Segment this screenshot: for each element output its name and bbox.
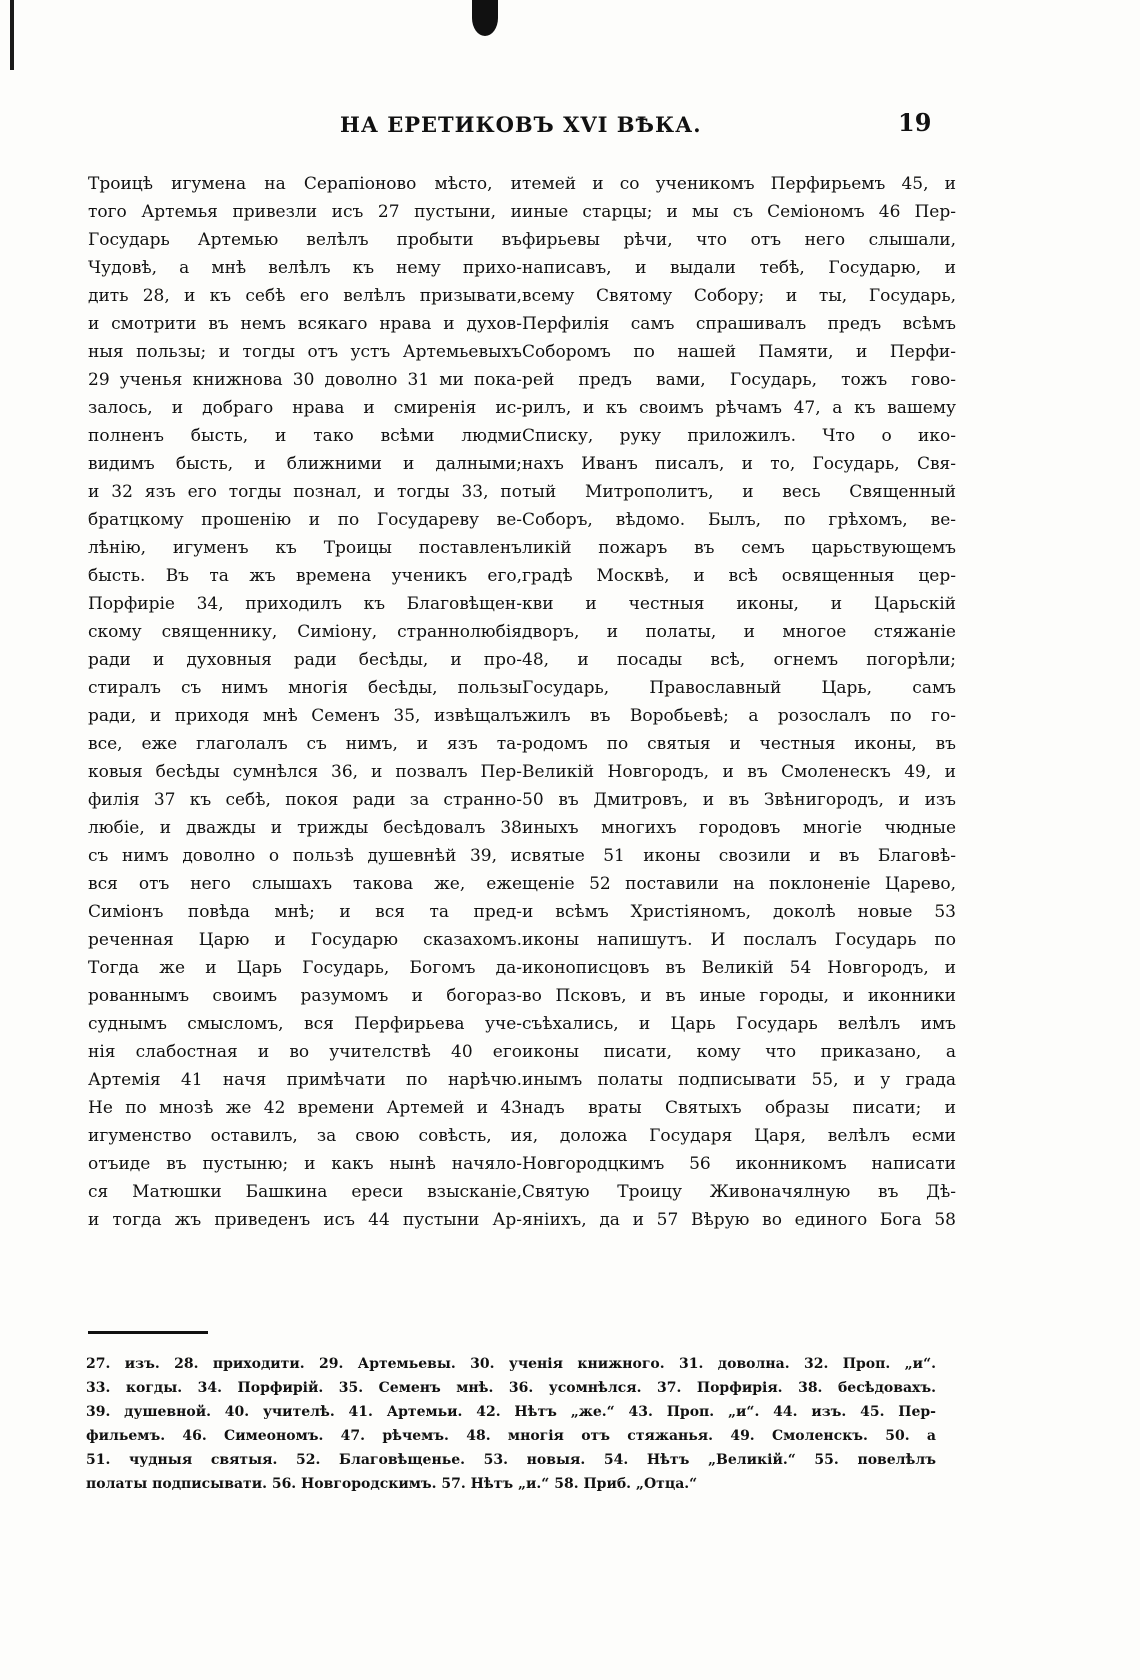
text-line: 48, и посады всѣ, огнемъ погорѣли; [522, 650, 956, 670]
text-line: Соборомъ по нашей Памяти, и Перфи- [522, 342, 956, 362]
text-line: ради и духовныя ради бесѣды, и про- [88, 650, 522, 670]
footnote-line: 33. когды. 34. Порфирій. 35. Семенъ мнѣ. 36. усомнѣлся. 37. Порфирія. 38. бесѣдовахъ. [86, 1380, 936, 1396]
left-column [88, 170, 522, 1234]
text-line: рей предъ вами, Государь, тожъ гово- [522, 370, 956, 390]
footnote-rule [88, 1331, 208, 1334]
text-line: иконописцовъ въ Великій 54 Новгородъ, и [522, 958, 956, 978]
text-line: тый Митрополитъ, и весь Священный [522, 482, 956, 502]
text-line: фирьевы рѣчи, что отъ него слышали, [522, 230, 956, 250]
text-line: и тогда жъ приведенъ исъ 44 пустыни Ар- [88, 1210, 522, 1230]
text-line: ликій пожаръ въ семъ царьствующемъ [522, 538, 956, 558]
text-line: игуменство оставилъ, за свою совѣсть, и [88, 1126, 522, 1146]
text-line: написавъ, и выдали тебѣ, Государю, и [522, 258, 956, 278]
text-line: любіе, и дважды и трижды бесѣдовалъ 38 [88, 818, 522, 838]
text-line: видимъ бысть, и ближними и далными; [88, 454, 522, 474]
text-line: Списку, руку приложилъ. Что о ико- [522, 426, 956, 446]
text-line: иконы писати, кому что приказано, а [522, 1042, 956, 1062]
text-line: рилъ, и къ своимъ рѣчамъ 47, а къ вашему [522, 398, 956, 418]
text-line: иные старцы; и мы съ Семіономъ 46 Пер- [522, 202, 956, 222]
footnote-line: фильемъ. 46. Симеономъ. 47. рѣчемъ. 48. многія отъ стяжанья. 49. Смоленскъ. 50. а [86, 1428, 936, 1444]
text-line: щеніе 52 поставили на поклоненіе Царево, [522, 874, 956, 894]
text-line: Порфиріе 34, приходилъ къ Благовѣщен- [88, 594, 522, 614]
text-line: ся Матюшки Башкина ереси взысканіе, [88, 1182, 522, 1202]
text-line: съѣхались, и Царь Государь велѣлъ имъ [522, 1014, 956, 1034]
text-line: того Артемья привезли исъ 27 пустыни, и [88, 202, 522, 222]
text-line: Чудовѣ, а мнѣ велѣлъ къ нему прихо- [88, 258, 522, 278]
text-line: 50 въ Дмитровъ, и въ Звѣнигородъ, и изъ [522, 790, 956, 810]
footnote-line: полаты подписывати. 56. Новгородскимъ. 57. Нѣтъ „и.“ 58. Приб. „Отца.“ [86, 1476, 698, 1492]
footnote-line: 39. душевной. 40. учителѣ. 41. Артемьи. 42. Нѣтъ „же.“ 43. Проп. „и“. 44. изъ. 45. Пер- [86, 1404, 936, 1420]
text-line: во Псковъ, и въ иные городы, и иконники [522, 986, 956, 1006]
text-line: залось, и добраго нрава и смиренія ис- [88, 398, 522, 418]
text-line: Артемія 41 начя примѣчати по нарѣчю. [88, 1070, 522, 1090]
text-line: Тогда же и Царь Государь, Богомъ да- [88, 958, 522, 978]
text-line: темей и со ученикомъ Перфирьемъ 45, и [522, 174, 956, 194]
footnote-line: 51. чудныя святыя. 52. Благовѣщенье. 53. новыя. 54. Нѣтъ „Великій.“ 55. повелѣлъ [86, 1452, 936, 1468]
text-line: и 32 язъ его тогды познал, и тогды 33, по [88, 482, 522, 502]
text-line: Святую Троицу Живоначялную въ Дѣ- [522, 1182, 956, 1202]
text-line: Государь Артемью велѣлъ пробыти въ [88, 230, 522, 250]
text-line: рованнымъ своимъ разумомъ и богораз- [88, 986, 522, 1006]
text-line: Перфилія самъ спрашивалъ предъ всѣмъ [522, 314, 956, 334]
text-line: нія слабостная и во учителствѣ 40 его [88, 1042, 522, 1062]
text-line: жилъ въ Воробьевѣ; а розослалъ по го- [522, 706, 956, 726]
text-line: полненъ бысть, и тако всѣми людми [88, 426, 522, 446]
text-line: я, доложа Государя Царя, велѣлъ есми [522, 1126, 956, 1146]
text-line: святые 51 иконы свозили и въ Благовѣ- [522, 846, 956, 866]
text-line: Великій Новгородъ, и въ Смоленескъ 49, и [522, 762, 956, 782]
text-line: стиралъ съ нимъ многія бесѣды, пользы [88, 678, 522, 698]
text-line: инымъ полаты подписывати 55, и у града [522, 1070, 956, 1090]
text-line: отъиде въ пустыню; и какъ нынѣ начяло- [88, 1154, 522, 1174]
text-line: Не по мнозѣ же 42 времени Артемей и 43 [88, 1098, 522, 1118]
right-column [522, 170, 956, 1234]
text-line: вся отъ него слышахъ такова же, еже [88, 874, 522, 894]
text-line: ныя пользы; и тогды отъ устъ Артемьевыхъ [88, 342, 522, 362]
text-line: суднымъ смысломъ, вся Перфирьева уче- [88, 1014, 522, 1034]
text-line: яніихъ, да и 57 Вѣрую во единого Бога 58 [522, 1210, 956, 1230]
text-line: лѣнію, игуменъ къ Троицы поставленъ [88, 538, 522, 558]
text-line: родомъ по святыя и честныя иконы, въ [522, 734, 956, 754]
text-line: и смотрити въ немъ всякаго нрава и духов- [88, 314, 522, 334]
text-line: Троицѣ игумена на Серапіоново мѣсто, и [88, 174, 522, 194]
text-line: 29 ученья книжнова 30 доволно 31 ми пока- [88, 370, 522, 390]
text-line: Соборъ, вѣдомо. Былъ, по грѣхомъ, ве- [522, 510, 956, 530]
text-line: иконы напишутъ. И послалъ Государь по [522, 930, 956, 950]
text-line: и всѣмъ Христіяномъ, доколѣ новые 53 [522, 902, 956, 922]
footnote-line: 27. изъ. 28. приходити. 29. Артемьевы. 30. ученія книжного. 31. доволна. 32. Проп. „и“. [86, 1356, 936, 1372]
text-line: Новгородцкимъ 56 иконникомъ написати [522, 1154, 956, 1174]
text-line: реченная Царю и Государю сказахомъ. [88, 930, 522, 950]
text-line: ради, и приходя мнѣ Семенъ 35, извѣщалъ [88, 706, 522, 726]
text-line: братцкому прошенію и по Государеву ве- [88, 510, 522, 530]
text-line: бысть. Въ та жъ времена ученикъ его, [88, 566, 522, 586]
text-line: скому священнику, Симіону, страннолюбія [88, 622, 522, 642]
footnotes [86, 1352, 936, 1496]
running-head: НА ЕРЕТИКОВЪ XVI ВѢКА. [340, 112, 702, 137]
text-line: кви и честныя иконы, и Царьскій [522, 594, 956, 614]
scan-edge-mark [10, 0, 14, 70]
text-line: дить 28, и къ себѣ его велѣлъ призывати, [88, 286, 522, 306]
text-line: иныхъ многихъ городовъ многіе чюдные [522, 818, 956, 838]
ink-blot [472, 0, 498, 36]
text-line: дворъ, и полаты, и многое стяжаніе [522, 622, 956, 642]
text-line: филія 37 къ себѣ, покоя ради за странно- [88, 790, 522, 810]
text-line: надъ враты Святыхъ образы писати; и [522, 1098, 956, 1118]
page-number: 19 [898, 108, 932, 137]
text-line: все, еже глаголалъ съ нимъ, и язъ та- [88, 734, 522, 754]
text-line: градѣ Москвѣ, и всѣ освященныя цер- [522, 566, 956, 586]
text-line: всему Святому Собору; и ты, Государь, [522, 286, 956, 306]
text-line: Симіонъ повѣда мнѣ; и вся та пред- [88, 902, 522, 922]
text-line: Государь, Православный Царь, самъ [522, 678, 956, 698]
text-line: ковыя бесѣды сумнѣлся 36, и позвалъ Пер- [88, 762, 522, 782]
text-line: съ нимъ доволно о пользѣ душевнѣй 39, и [88, 846, 522, 866]
text-line: нахъ Иванъ писалъ, и то, Государь, Свя- [522, 454, 956, 474]
